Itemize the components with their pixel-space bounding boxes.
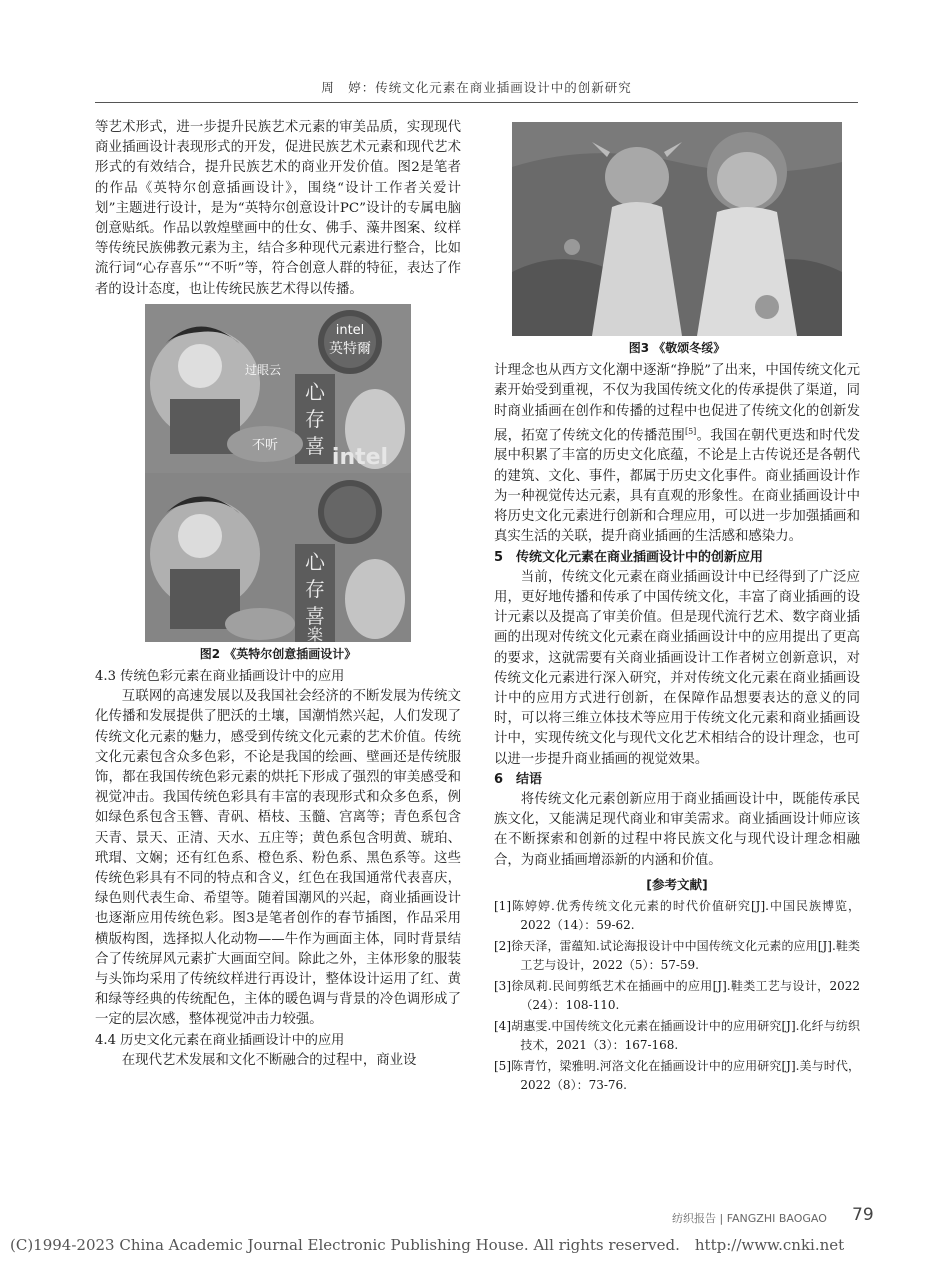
reference-item: [3]徐凤莉.民间剪纸艺术在插画中的应用[J].鞋类工艺与设计，2022（24）：108-110. [494,978,860,1012]
section-4-3-heading: 4.3 传统色彩元素在商业插画设计中的应用 [95,669,345,685]
fig2-char-xi: 喜 [305,433,325,458]
figure-2-caption: 图2 《英特尔创意插画设计》 [199,646,357,661]
right-paragraph-2: 当前，传统文化元素在商业插画设计中已经得到了广泛应用，更好地传播和传承了中国传统文化，丰富了商业插画的设计元素以及提高了审美价值。但是现代流行艺术、数字商业插画的出现对传统文化元素在商业插画设计中的应用提出了更高的要求，这就需要有关商业插画设计工作者树立创新意识，对传统文化元素进行深入研究，并对传统文化元素在商业插画设计中的应用方式进行创新，在保障作品想要表达的意义的同时，可以将三维立体技术等应用于传统文化元素和商业插画设计中，实现传统文化与现代文化艺术相结合的设计理念，也可以进一步提升商业插画的视觉效果。 [494,569,860,767]
fig2-char-xin: 心 [305,379,325,404]
running-header: 周 婷：传统文化元素在商业插画设计中的创新研究 [321,80,632,95]
fig2-char-xi-2: 喜 [305,603,325,628]
left-paragraph-1: 等艺术形式，进一步提升民族艺术元素的审美品质，实现现代商业插画设计表现形式的开发，促进民族艺术元素和现代艺术形式的有效结合，提升民族艺术的商业开发价值。图2是笔者的作品《英特尔创意插画设计》，围绕“设计工作者关爱计划”主题进行设计，是为“英特尔创意设计PC”设计的专属电脑创意贴纸。作品以敦煌壁画中的仕女、佛手、藻井图案、纹样等传统民族佛教元素为主，结合多种现代元素进行整合，比如流行词“心存喜乐”“不听”等，符合创意人群的特征，表达了作者的设计态度，也让传统民族艺术得以传播。 [95,120,461,297]
fig2-intel-big: intel [331,444,389,470]
right-column [494,118,860,1097]
figure-3-caption: 图3 《敬颂冬绥》 [628,341,726,355]
header-rule [95,102,858,103]
fig2-char-cun: 存 [305,406,325,431]
figure-2-image [145,304,411,642]
left-paragraph-3: 在现代艺术发展和文化不断融合的过程中，商业设 [121,1052,417,1068]
fig2-char-le: 楽 [306,624,324,642]
figure-2-illustration [145,304,411,642]
left-paragraph-2: 互联网的高速发展以及我国社会经济的不断发展为传统文化传播和发展提供了肥沃的土壤，国潮悄然兴起，人们发现了传统文化元素的魅力，感受到传统文化元素的艺术价值。传统文化元素包含众多色彩，不论是我国的绘画、壁画还是传统服饰，都在我国传统色彩元素的烘托下形成了强烈的审美感受和视觉冲击。我国传统色彩具有丰富的表现形式和众多色系，例如绿色系包含玉簪、青矾、梧枝、玉髓、宫离等；青色系包含天青、景天、正清、天水、五庄等；黄色系包含明黄、琥珀、玳瑁、文娴；还有红色系、橙色系、粉色系、黑色系等。这些传统色彩具有不同的特点和含义，红色在我国通常代表喜庆，绿色则代表生命、希望等。随着国潮风的兴起，商业插画设计也逐渐应用传统色彩。图3是笔者创作的春节插图，作品采用横版构图，选择拟人化动物——牛作为画面主体，同时背景结合了传统屏风元素扩大画面空间。除此之外，主体形象的服装与头饰均采用了传统纹样进行再设计，整体设计运用了红、黄和绿等经典的传统配色，主体的暖色调与背景的冷色调形成了一定的层次感，整体视觉冲击力较强。 [95,689,461,1028]
fig2-brand-label: 英特爾 [329,340,371,357]
fig2-guoyanyun-label: 过眼云 [245,362,282,377]
journal-footer: 纺织报告 | FANGZHI BAOGAO [672,1212,827,1225]
section-4-4-heading: 4.4 历史文化元素在商业插画设计中的应用 [95,1032,345,1048]
reference-item: [2]徐天泽，雷蕴知.试论海报设计中中国传统文化元素的应用[J].鞋类工艺与设计，2022（5）：57-59. [494,938,860,972]
reference-item: [1]陈婷婷.优秀传统文化元素的时代价值研究[J].中国民族博览，2022（14）：59-62. [494,898,860,932]
copyright-line: (C)1994-2023 China Academic Journal Electronic Publishing House. All rights reserved. http://www.cnki.net [10,1236,845,1254]
references-title: [参考文献] [646,876,708,892]
figure-3-image [512,122,842,336]
reference-item: [5]陈青竹，梁雅明.河洛文化在插画设计中的应用研究[J].美与时代，2022（8）：73-76. [494,1058,860,1092]
section-6-heading: 6 结语 [494,771,543,787]
fig2-butting-label: 不听 [251,437,279,453]
citation-5: [5] [684,426,697,436]
reference-item: [4]胡惠雯.中国传统文化元素在插画设计中的应用研究[J].化纤与纺织技术，2021（3）：167-168. [494,1018,860,1052]
figure-3-illustration [512,122,842,336]
right-paragraph-1 [494,361,860,547]
fig2-intel-label: intel [335,322,365,338]
page-number: 79 [852,1205,874,1225]
fig2-char-xin-2: 心 [305,549,325,574]
fig2-char-cun-2: 存 [305,576,325,601]
right-paragraph-1-text: 计理念也从西方文化潮中逐渐“挣脱”了出来，中国传统文化元素开始受到重视，不仅为我国传统文化的传承提供了渠道，同时商业插画在创作和传播的过程中也促进了传统文化的创新发展，拓宽了传统文化的传播范围 [494,363,860,444]
left-column [95,118,461,1071]
right-paragraph-3: 将传统文化元素创新应用于商业插画设计中，既能传承民族文化，又能满足现代商业和审美需求。商业插画设计师应该在不断探索和创新的过程中将民族文化与现代设计理念相融合，为商业插画增添新的内涵和价值。 [494,791,860,868]
right-paragraph-1-end: 。我国在朝代更迭和时代发展中积累了丰富的历史文化底蕴，不论是上古传说还是各朝代的建筑、文化、事件，都属于历史文化事件。商业插画设计作为一种视觉传达元素，具有直观的形象性。在商业插画设计中将历史文化元素进行创新和合理应用，可以进一步加强插画和真实生活的关联，提升商业插画的生活感和感染力。 [494,428,860,545]
section-5-heading: 5 传统文化元素在商业插画设计中的创新应用 [494,549,764,565]
